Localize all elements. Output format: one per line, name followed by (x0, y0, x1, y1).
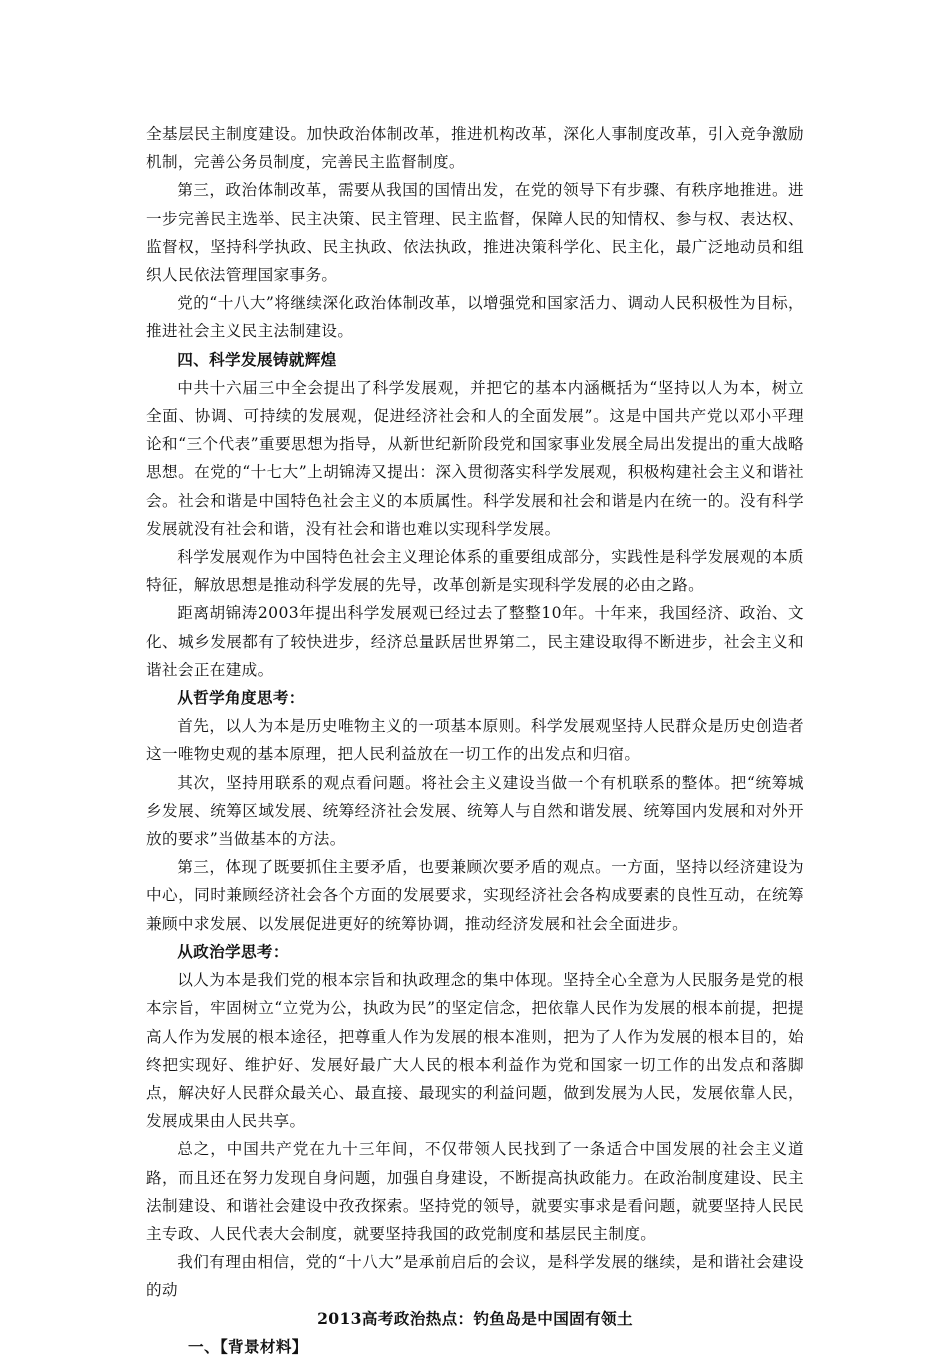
section-heading: 四、科学发展铸就辉煌 (177, 349, 337, 369)
paragraph: 以人为本是我们党的根本宗旨和执政理念的集中体现。坚持全心全意为人民服务是党的根本宗旨，牢固树立“立党为公，执政为民”的坚定信念，把依靠人民作为发展的根本前提，把提高人作为发展的根本途径，把尊重人作为发展的根本准则，把为了人作为发展的根本目的，始终把实现好、维护好、发展好最广大人民的根本利益作为党和国家一切工作的出发点和落脚点，解决好人民群众最关心、最直接、最现实的利益问题，做到发展为人民，发展依靠人民，发展成果由人民共享。 (146, 971, 804, 1131)
paragraph: 首先，以人为本是历史唯物主义的一项基本原则。科学发展观坚持人民群众是历史创造者这一唯物史观的基本原理，把人民利益放在一切工作的出发点和归宿。 (146, 717, 804, 764)
paragraph: 党的“十八大”将继续深化政治体制改革，以增强党和国家活力、调动人民积极性为目标，推进社会主义民主法制建设。 (146, 294, 804, 341)
paragraph: 我们有理由相信，党的“十八大”是承前启后的会议，是科学发展的继续，是和谐社会建设的动 (146, 1253, 804, 1300)
section-heading: 一、【背景材料】 (188, 1336, 308, 1356)
article-title: 2013高考政治热点：钓鱼岛是中国固有领土 (317, 1308, 633, 1328)
subsection-heading: 从政治学思考： (177, 941, 289, 961)
paragraph: 距离胡锦涛2003年提出科学发展观已经过去了整整10年。十年来，我国经济、政治、文化、城乡发展都有了较快进步，经济总量跃居世界第二，民主建设取得不断进步，社会主义和谐社会正在建成。 (146, 604, 804, 679)
paragraph: 总之，中国共产党在九十三年间，不仅带领人民找到了一条适合中国发展的社会主义道路，而且还在努力发现自身问题，加强自身建设，不断提高执政能力。在政治制度建设、民主法制建设、和谐社会建设中孜孜探索。坚持党的领导，就要实事求是看问题，就要坚持人民民主专政、人民代表大会制度，就要坚持我国的政党制度和基层民主制度。 (146, 1140, 804, 1243)
paragraph: 中共十六届三中全会提出了科学发展观，并把它的基本内涵概括为“坚持以人为本，树立全面、协调、可持续的发展观，促进经济社会和人的全面发展”。这是中国共产党以邓小平理论和“三个代表”重要思想为指导，从新世纪新阶段党和国家事业发展全局出发提出的重大战略思想。在党的“十七大”上胡锦涛又提出：深入贯彻落实科学发展观，积极构建社会主义和谐社会。社会和谐是中国特色社会主义的本质属性。科学发展和社会和谐是内在统一的。没有科学发展就没有社会和谐，没有社会和谐也难以实现科学发展。 (146, 378, 804, 538)
paragraph: 全基层民主制度建设。加快政治体制改革，推进机构改革，深化人事制度改革，引入竞争激励机制，完善公务员制度，完善民主监督制度。 (146, 125, 804, 172)
document-page (146, 120, 804, 1361)
paragraph: 第三，体现了既要抓住主要矛盾，也要兼顾次要矛盾的观点。一方面，坚持以经济建设为中心，同时兼顾经济社会各个方面的发展要求，实现经济社会各构成要素的良性互动，在统筹兼顾中求发展、以发展促进更好的统筹协调，推动经济发展和社会全面进步。 (146, 858, 804, 933)
paragraph: 第三，政治体制改革，需要从我国的国情出发，在党的领导下有步骤、有秩序地推进。进一步完善民主选举、民主决策、民主管理、民主监督，保障人民的知情权、参与权、表达权、监督权，坚持科学执政、民主执政、依法执政，推进决策科学化、民主化，最广泛地动员和组织人民依法管理国家事务。 (146, 181, 804, 285)
subsection-heading: 从哲学角度思考： (177, 688, 305, 708)
paragraph: 其次，坚持用联系的观点看问题。将社会主义建设当做一个有机联系的整体。把“统筹城乡发展、统筹区域发展、统筹经济社会发展、统筹人与自然和谐发展、统筹国内发展和对外开放的要求”当做基本的方法。 (146, 773, 804, 849)
paragraph: 科学发展观作为中国特色社会主义理论体系的重要组成部分，实践性是科学发展观的本质特征，解放思想是推动科学发展的先导，改革创新是实现科学发展的必由之路。 (146, 548, 804, 595)
